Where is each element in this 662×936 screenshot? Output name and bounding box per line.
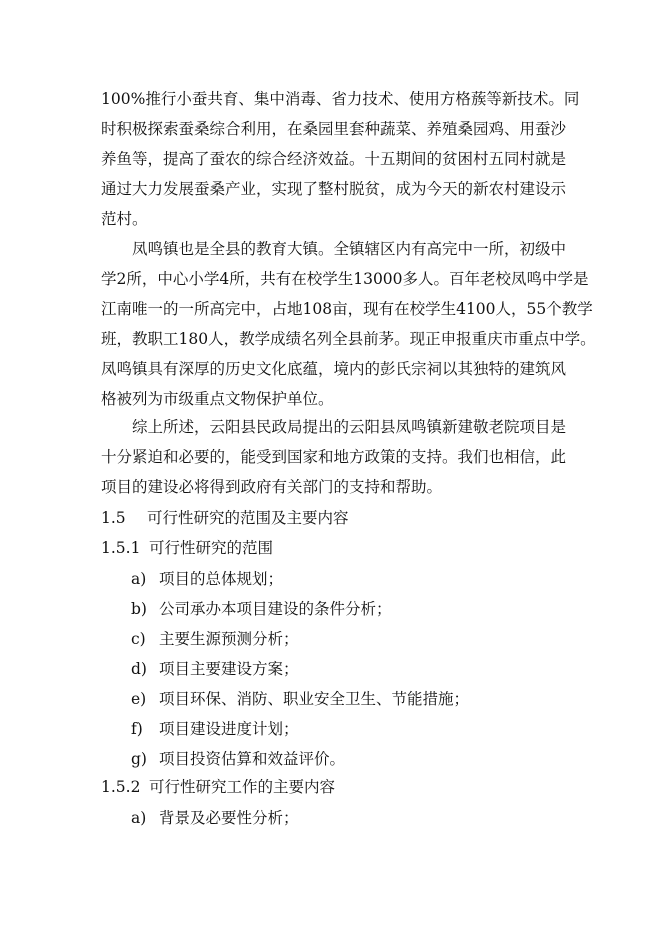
list-item-text: 背景及必要性分析； (159, 809, 299, 827)
list-marker: c) (131, 630, 146, 648)
list-item (131, 803, 299, 833)
section-title: 可行性研究的范围 (149, 539, 274, 557)
text-line: 格被列为市级重点文物保护单位。 (101, 390, 334, 408)
list-item (131, 714, 469, 744)
list-item (131, 684, 469, 714)
text-line: 通过大力发展蚕桑产业，实现了整村脱贫，成为今天的新农村建设示 (101, 180, 567, 198)
list-item-text: 项目主要建设方案； (159, 660, 299, 678)
text-line: 时积极探索蚕桑综合利用，在桑园里套种蔬菜、养殖桑园鸡、用蚕沙 (101, 120, 567, 138)
list-item (131, 624, 469, 654)
text-line: 学2所，中心小学4所，共有在校学生13000多人。百年老校凤鸣中学是 (101, 270, 589, 288)
text-line: 项目的建设必将得到政府有关部门的支持和帮助。 (101, 478, 443, 496)
section-title: 可行性研究工作的主要内容 (149, 778, 336, 796)
scope-list (131, 564, 469, 774)
section-heading-1-5 (101, 503, 349, 533)
section-heading-1-5-1 (101, 533, 273, 563)
text-line: 范村。 (101, 210, 148, 228)
list-item (131, 654, 469, 684)
paragraph-summary (101, 412, 581, 502)
section-title: 可行性研究的范围及主要内容 (147, 509, 349, 527)
text-line: 凤鸣镇也是全县的教育大镇。全镇辖区内有高完中一所，初级中 (101, 240, 567, 258)
list-item-text: 项目环保、消防、职业安全卫生、节能措施； (159, 690, 470, 708)
paragraph-education (101, 234, 596, 414)
list-item-text: 主要生源预测分析； (159, 630, 299, 648)
text-line: 江南唯一的一所高完中，占地108亩，现有在校学生4100人，55个教学 (101, 300, 593, 318)
list-item (131, 564, 469, 594)
list-marker: g) (131, 750, 147, 768)
section-number: 1.5.1 (101, 539, 141, 557)
text-line: 凤鸣镇具有深厚的历史文化底蕴，境内的彭氏宗祠以其独特的建筑风 (101, 360, 567, 378)
list-item (131, 744, 469, 774)
list-marker: e) (131, 690, 147, 708)
list-marker: f) (131, 720, 143, 738)
list-item (131, 594, 469, 624)
section-heading-1-5-2 (101, 772, 335, 802)
text-line: 十分紧迫和必要的，能受到国家和地方政策的支持。我们也相信，此 (101, 448, 567, 466)
list-item-text: 公司承办本项目建设的条件分析； (159, 600, 392, 618)
list-item-text: 项目的总体规划； (159, 570, 284, 588)
text-line: 100%推行小蚕共育、集中消毒、省力技术、使用方格蔟等新技术。同 (101, 90, 580, 108)
content-list (131, 803, 299, 833)
paragraph-sericulture (101, 84, 581, 234)
list-marker: a) (131, 570, 147, 588)
list-marker: b) (131, 600, 147, 618)
text-line: 综上所述，云阳县民政局提出的云阳县凤鸣镇新建敬老院项目是 (101, 418, 567, 436)
list-item-text: 项目建设进度计划； (159, 720, 299, 738)
section-number: 1.5 (101, 509, 126, 527)
list-marker: d) (131, 660, 147, 678)
list-marker: a) (131, 809, 147, 827)
list-item-text: 项目投资估算和效益评价。 (159, 750, 346, 768)
text-line: 养鱼等，提高了蚕农的综合经济效益。十五期间的贫困村五同村就是 (101, 150, 567, 168)
text-line: 班，教职工180人，教学成绩名列全县前茅。现正申报重庆市重点中学。 (101, 330, 596, 348)
section-number: 1.5.2 (101, 778, 141, 796)
